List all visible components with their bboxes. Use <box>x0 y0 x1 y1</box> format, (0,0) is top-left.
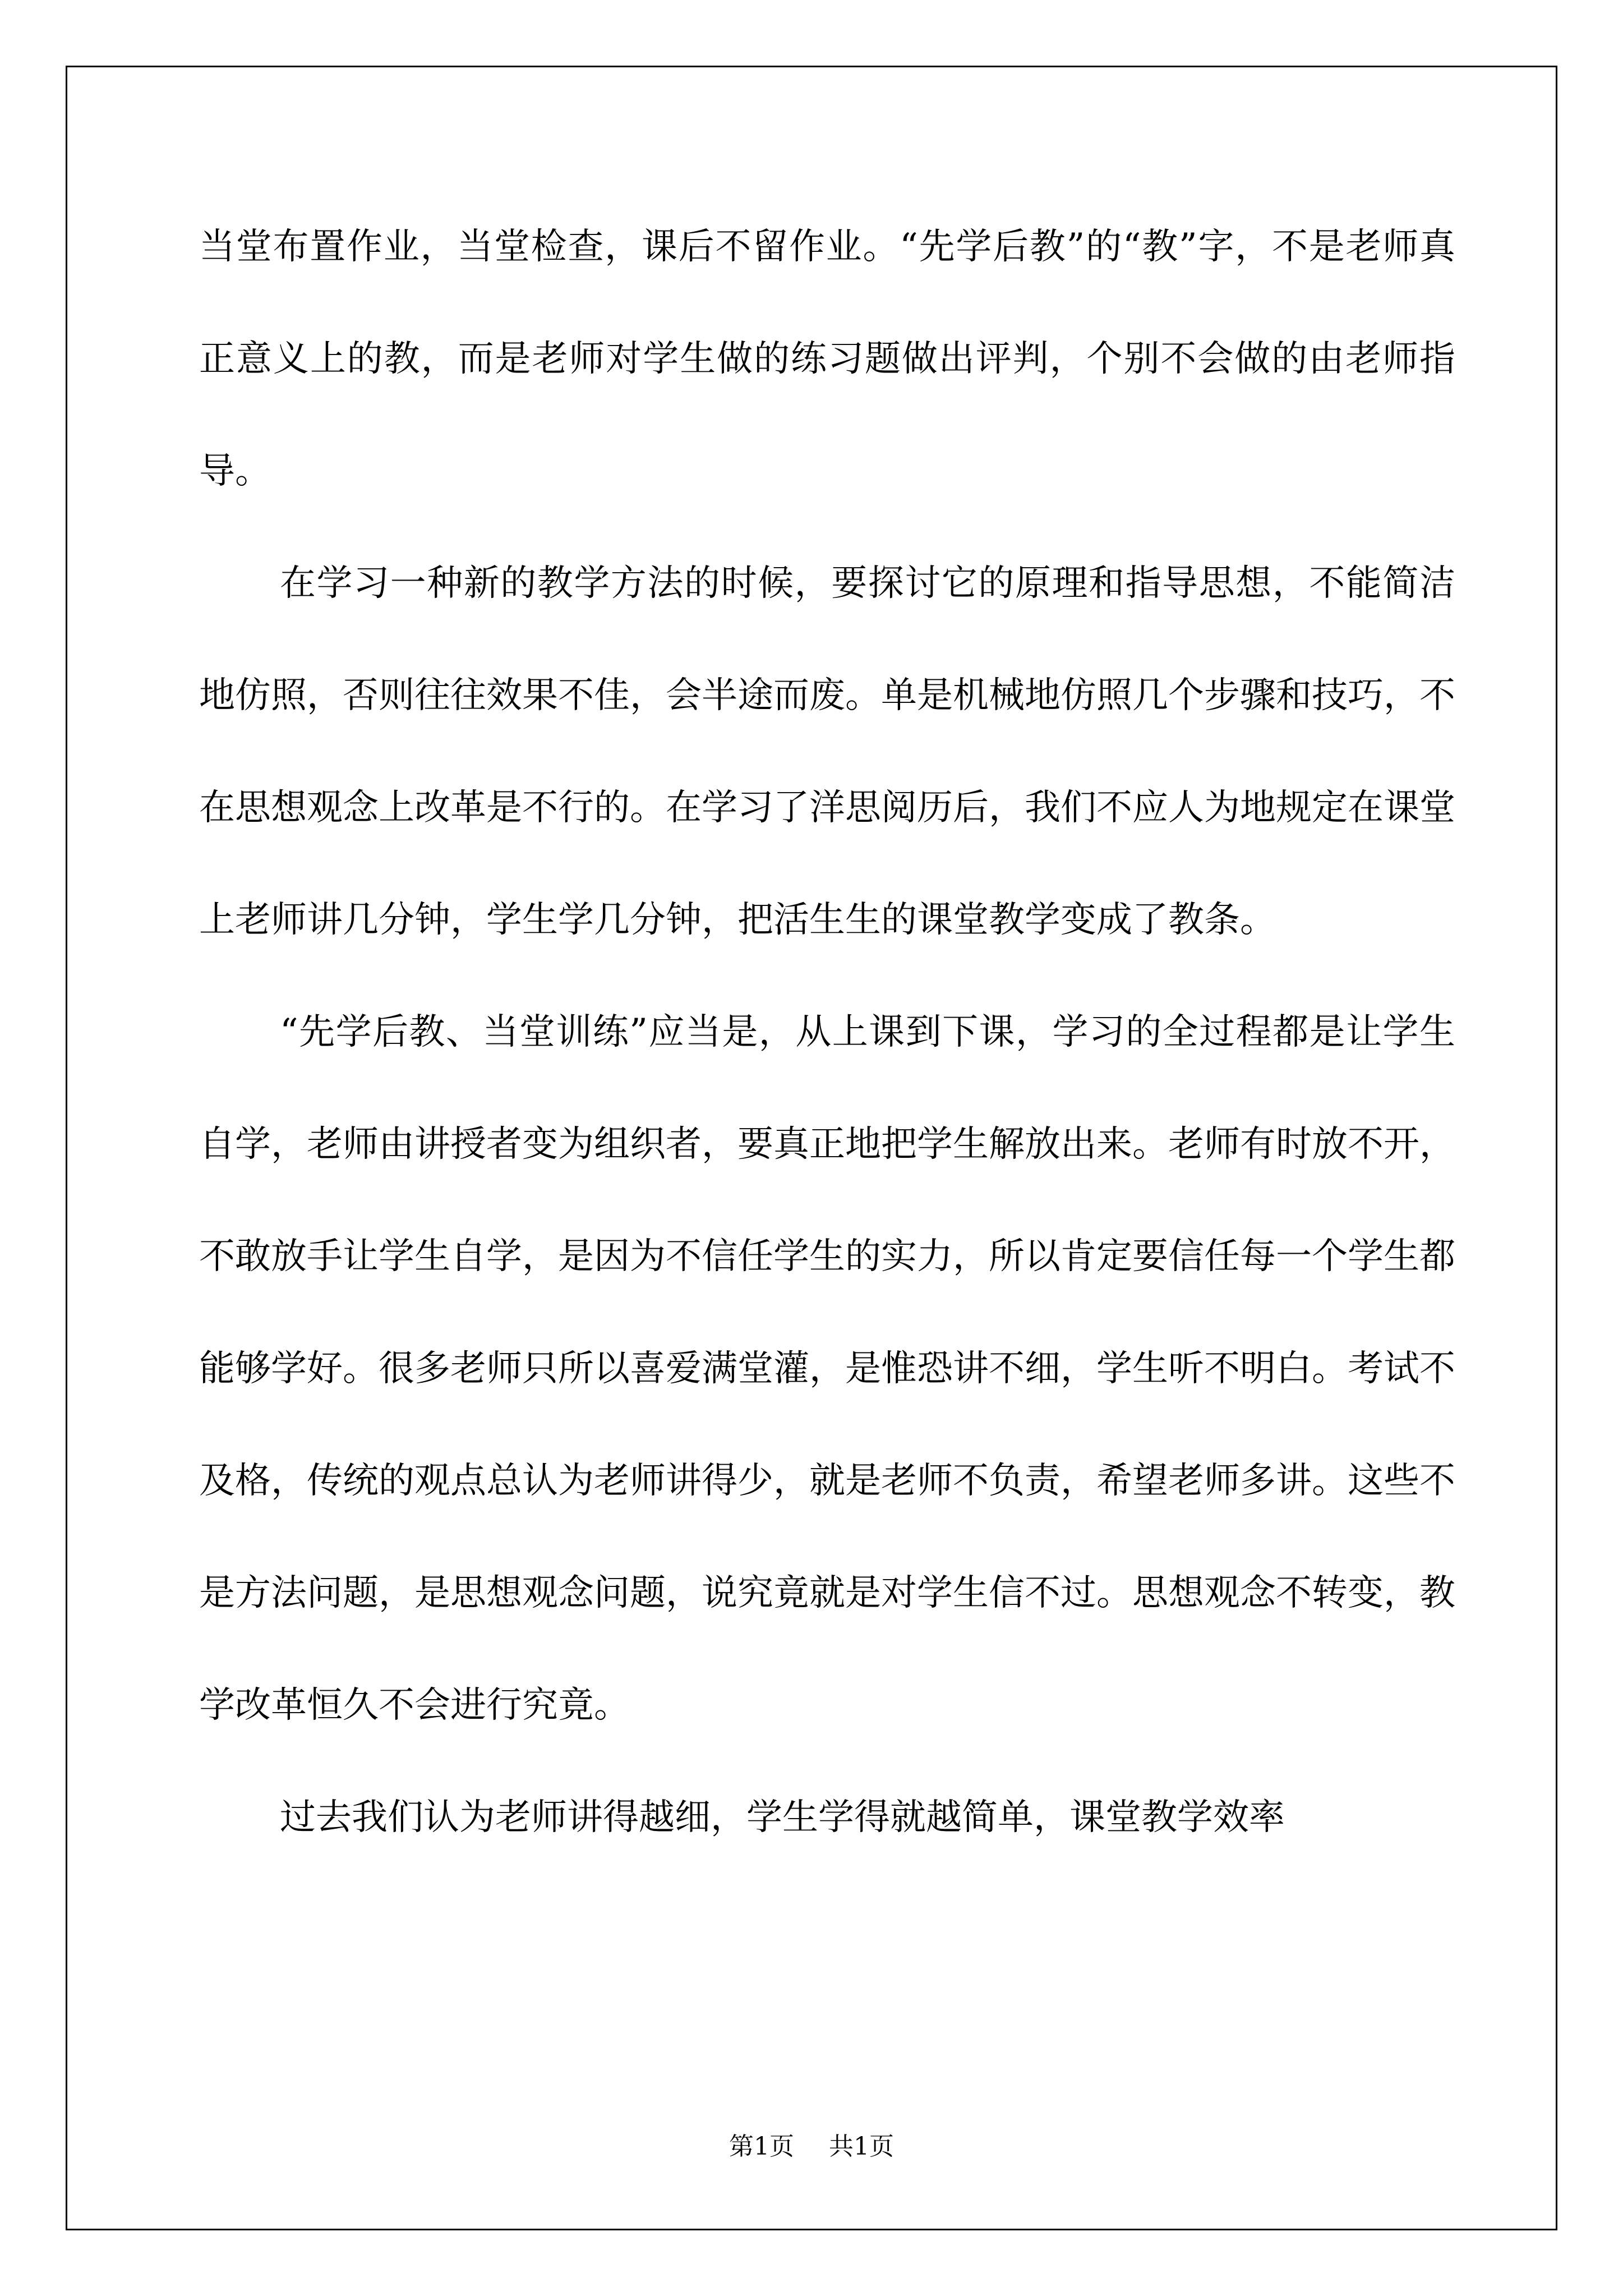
page-number-current: 第1页 <box>729 2132 794 2161</box>
paragraph: “先学后教、当堂训练”应当是，从上课到下课，学习的全过程都是让学生自学，老师由讲授者变为组织者，要真正地把学生解放出来。老师有时放不开，不敢放手让学生自学，是因为不信任学生的实力，所以肯定要信任每一个学生都能够学好。很多老师只所以喜爱满堂灌，是惟恐讲不细，学生听不明白。考试不及格，传统的观点总认为老师讲得少，就是老师不负责，希望老师多讲。这些不是方法问题，是思想观念问题，说究竟就是对学生信不过。思想观念不转变，教学改革恒久不会进行究竟。 <box>199 1011 1455 1726</box>
page-footer <box>0 2126 1623 2162</box>
paragraph: 过去我们认为老师讲得越细，学生学得就越简单，课堂教学效率 <box>280 1797 1285 1838</box>
paragraph: 在学习一种新的教学方法的时候，要探讨它的原理和指导思想，不能简洁地仿照，否则往往效果不佳，会半途而废。单是机械地仿照几个步骤和技巧，不在思想观念上改革是不行的。在学习了洋思阅历后，我们不应人为地规定在课堂上老师讲几分钟，学生学几分钟，把活生生的课堂教学变成了教条。 <box>199 563 1455 941</box>
paragraph-continued: 当堂布置作业，当堂检查，课后不留作业。“先学后教”的“教”字，不是老师真正意义上的教，而是老师对学生做的练习题做出评判，个别不会做的由老师指导。 <box>199 226 1455 492</box>
page-number-total: 共1页 <box>829 2132 894 2161</box>
document-body <box>199 191 1455 1874</box>
